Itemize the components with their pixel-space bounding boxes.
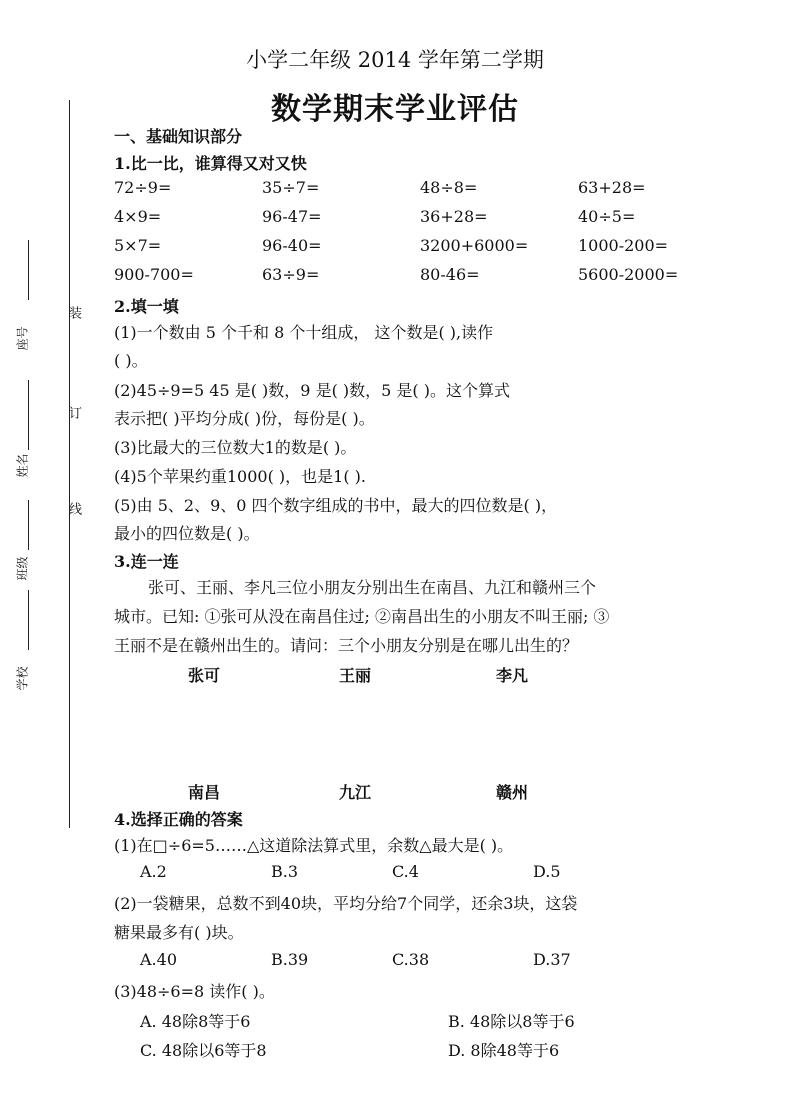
q1-cell: 63÷9=: [262, 265, 320, 284]
q3-paragraph-line: 城市。已知: ①张可从没在南昌住过; ②南昌出生的小朋友不叫王丽; ③: [114, 607, 610, 626]
person-name: 李凡: [496, 666, 529, 685]
school-label: 学校: [15, 666, 30, 691]
answer-option: C.38: [392, 950, 430, 969]
q1-cell: 35÷7=: [262, 178, 320, 197]
q1-cell: 80-46=: [420, 265, 480, 284]
class-rule: [28, 500, 29, 550]
q2-line: (4)5个苹果约重1000( )，也是1( ).: [114, 467, 366, 486]
q1-cell: 96-40=: [262, 236, 322, 255]
answer-option: A.2: [140, 862, 167, 881]
seat-number-label: 座号: [15, 326, 30, 351]
name-label: 姓名: [15, 453, 30, 478]
answer-option: B.3: [271, 862, 299, 881]
school-rule: [28, 590, 29, 650]
person-name: 张可: [188, 666, 221, 685]
q1-cell: 3200+6000=: [420, 236, 529, 255]
binding-char-xian: 线: [66, 502, 81, 515]
exam-title-line1: 小学二年级 2014 学年第二学期: [246, 48, 544, 72]
class-label: 班级: [15, 556, 30, 581]
person-name: 王丽: [339, 666, 372, 685]
answer-option: C.4: [392, 862, 419, 881]
q1-cell: 40÷5=: [578, 207, 636, 226]
q2-line: 表示把( )平均分成( )份，每份是( )。: [114, 409, 375, 428]
q4-question: (1)在□÷6=5……△这道除法算式里，余数△最大是( )。: [114, 836, 514, 855]
q4-question: 糖果最多有( )块。: [114, 923, 244, 942]
answer-option: D.5: [533, 862, 561, 881]
section-heading: 一、基础知识部分: [114, 127, 243, 146]
q4-heading: 4.选择正确的答案: [114, 810, 243, 829]
q4-question: (3)48÷6=8 读作( )。: [114, 982, 275, 1001]
binding-char-ding: 订: [66, 406, 81, 419]
binding-line: [69, 100, 70, 828]
q2-line: (5)由 5、2、9、0 四个数字组成的书中，最大的四位数是( )，: [114, 496, 558, 515]
answer-option: D. 8除48等于6: [448, 1041, 560, 1060]
q3-paragraph-line: 王丽不是在赣州出生的。请问：三个小朋友分别是在哪儿出生的？: [114, 636, 579, 655]
binding-char-zhuang: 装: [66, 306, 81, 319]
answer-option: C. 48除以6等于8: [140, 1041, 267, 1060]
q3-paragraph-line: 张可、王丽、李凡三位小朋友分别出生在南昌、九江和赣州三个: [148, 578, 597, 597]
q1-cell: 48÷8=: [420, 178, 478, 197]
q2-line: 最小的四位数是( )。: [114, 524, 260, 543]
q2-line: (1)一个数由 5 个千和 8 个十组成， 这个数是( ),读作: [114, 323, 494, 342]
q1-cell: 5600-2000=: [578, 265, 679, 284]
q3-heading: 3.连一连: [114, 552, 179, 571]
answer-option: B.39: [271, 950, 309, 969]
answer-option: A. 48除8等于6: [140, 1012, 251, 1031]
city-name: 赣州: [496, 783, 529, 802]
answer-option: D.37: [533, 950, 571, 969]
answer-option: A.40: [140, 950, 177, 969]
q2-line: ( )。: [114, 351, 148, 370]
q1-cell: 72÷9=: [114, 178, 172, 197]
exam-title-line2: 数学期末学业评估: [271, 92, 519, 127]
city-name: 九江: [339, 783, 372, 802]
q1-cell: 5×7=: [114, 236, 162, 255]
q1-cell: 63+28=: [578, 178, 646, 197]
q1-cell: 36+28=: [420, 207, 488, 226]
q2-line: (2)45÷9=5 45 是( )数，9 是( )数，5 是( )。这个算式: [114, 381, 510, 400]
q1-heading: 1.比一比，谁算得又对又快: [114, 154, 307, 173]
q1-cell: 900-700=: [114, 265, 194, 284]
q4-question: (2)一袋糖果，总数不到40块，平均分给7个同学，还余3块，这袋: [114, 894, 578, 913]
q1-cell: 96-47=: [262, 207, 322, 226]
answer-option: B. 48除以8等于6: [448, 1012, 575, 1031]
q1-row: [114, 236, 694, 258]
q1-cell: 4×9=: [114, 207, 162, 226]
q1-row: [114, 265, 694, 287]
city-name: 南昌: [188, 783, 221, 802]
seat-number-rule: [28, 240, 29, 300]
q1-cell: 1000-200=: [578, 236, 669, 255]
q2-line: (3)比最大的三位数大1的数是( )。: [114, 438, 357, 457]
q1-row: [114, 178, 694, 200]
q2-heading: 2.填一填: [114, 297, 179, 316]
name-rule: [28, 380, 29, 450]
q1-row: [114, 207, 694, 229]
